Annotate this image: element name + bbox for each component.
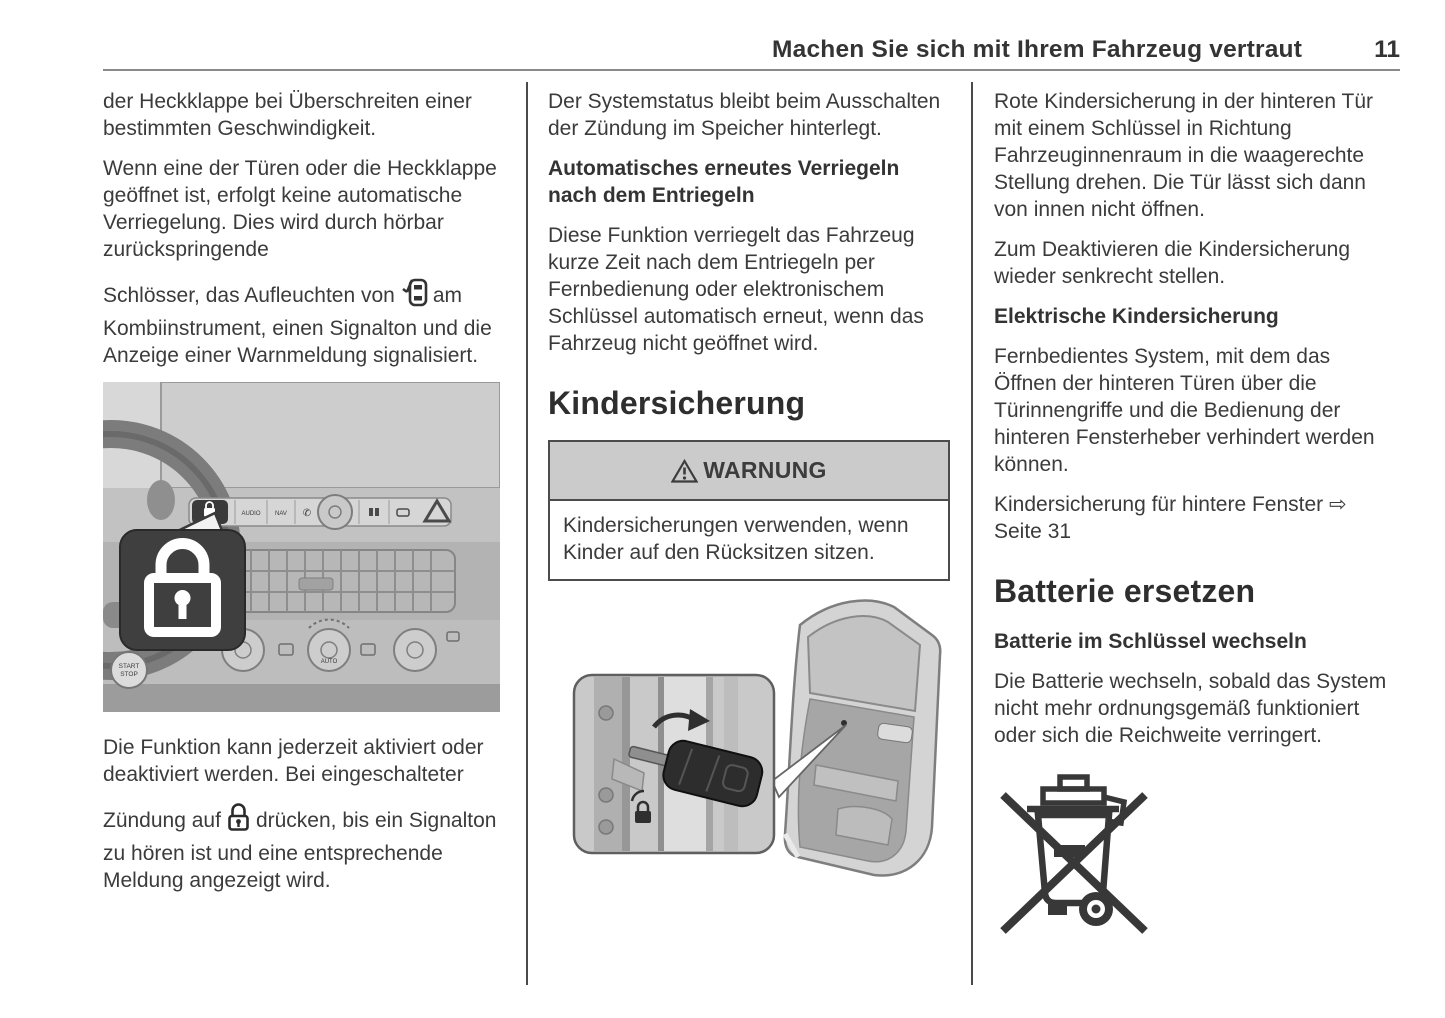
body-text: drücken, bis ein Signalton zu hören ist und eine entsprechende Meldung angezeigt wird. xyxy=(103,809,497,892)
svg-text:START: START xyxy=(118,663,140,670)
warning-box xyxy=(548,440,950,581)
paragraph xyxy=(103,155,500,263)
paragraph xyxy=(103,88,500,142)
paragraph xyxy=(548,222,950,357)
body-text: Die Batterie wechseln, sobald das System nicht mehr ordnungsgemäß funktioniert oder sich die Reichweite verringert. xyxy=(994,670,1387,747)
body-text: Schlösser, das Aufleuchten von xyxy=(103,284,395,307)
child-lock-figure xyxy=(548,595,950,920)
body-text: Diese Funktion verriegelt das Fahrzeug kurze Zeit nach dem Entriegeln per Fernbedienung oder elektronischem Schlüssel automatisch erneut, wenn das Fahrzeug nicht geöffnet wird. xyxy=(548,224,924,355)
paragraph xyxy=(994,236,1396,290)
page-reference xyxy=(994,491,1396,545)
body-text: Fernbedientes System, mit dem das Öffnen der hinteren Türen über die Türinnengriffe und die Bedienung der hinteren Fensterheber verhindert werden können. xyxy=(994,345,1375,476)
section-heading: Batterie ersetzen xyxy=(994,573,1256,609)
sub-heading: Automatisches erneutes Verriegeln nach dem Entriegeln xyxy=(548,157,900,207)
lock-icon xyxy=(225,801,252,840)
rear-door-illustration xyxy=(785,601,940,876)
door-ajar-icon xyxy=(399,276,429,315)
section-heading: Kindersicherung xyxy=(548,385,806,421)
sub-heading: Batterie im Schlüssel wechseln xyxy=(994,630,1307,653)
body-text: Wenn eine der Türen oder die Heckklappe geöffnet ist, erfolgt keine automatische Verriegelung. Dies wird durch hörbar zurückspringende xyxy=(103,157,497,261)
sub-heading: Elektrische Kindersicherung xyxy=(994,305,1279,328)
svg-text:NAV: NAV xyxy=(275,511,287,517)
column-3 xyxy=(994,88,1396,944)
body-text: Die Funktion kann jederzeit aktiviert oder deaktiviert werden. Bei eingeschalteter xyxy=(103,736,484,786)
body-text: Zündung auf xyxy=(103,809,221,832)
body-text: Rote Kindersicherung in der hinteren Tür mit einem Schlüssel in Richtung Fahrzeuginnenraum in die waagerechte Stellung drehen. Die Tür lässt sich dann von innen nicht öffnen. xyxy=(994,90,1373,221)
svg-text:STOP: STOP xyxy=(120,671,138,678)
body-text: Der Systemstatus bleibt beim Ausschalten der Zündung im Speicher hinterlegt. xyxy=(548,90,941,140)
body-text: Kindersicherung für hintere Fenster ⇨ Seite 31 xyxy=(994,493,1347,543)
paragraph xyxy=(103,734,500,788)
column-2 xyxy=(548,88,950,942)
lock-badge-icon xyxy=(120,530,245,650)
warning-triangle-icon xyxy=(671,458,698,484)
dashboard-figure xyxy=(103,382,500,712)
warning-title: WARNUNG xyxy=(703,457,827,483)
column-divider-right xyxy=(971,82,973,985)
weee-crossed-bin-icon xyxy=(998,769,1150,937)
body-text: am Kombiinstrument, einen Signalton und die Anzeige einer Warnmeldung signalisiert. xyxy=(103,284,492,367)
body-text: Zum Deaktivieren die Kindersicherung wieder senkrecht stellen. xyxy=(994,238,1351,288)
volume-knob xyxy=(318,495,352,529)
body-text: der Heckklappe bei Überschreiten einer bestimmten Geschwindigkeit. xyxy=(103,90,472,140)
column-divider-left xyxy=(526,82,528,985)
column-1 xyxy=(103,88,500,907)
start-stop-button xyxy=(111,652,147,688)
warning-box-header xyxy=(550,442,948,501)
paragraph xyxy=(994,343,1396,478)
phone-icon: ✆ xyxy=(302,508,312,519)
weee-symbol xyxy=(998,769,1396,944)
svg-text:AUTO: AUTO xyxy=(320,659,338,665)
chapter-title: Machen Sie sich mit Ihrem Fahrzeug vertraut xyxy=(772,36,1303,63)
paragraph xyxy=(994,668,1396,749)
child-lock-inset xyxy=(574,675,774,853)
page-number: 11 xyxy=(1374,36,1400,63)
svg-text:AUDIO: AUDIO xyxy=(241,511,261,517)
paragraph xyxy=(103,276,500,369)
page-header xyxy=(103,36,1400,64)
paragraph xyxy=(103,801,500,894)
header-rule xyxy=(103,69,1400,71)
paragraph xyxy=(994,88,1396,223)
warning-body: Kindersicherungen verwenden, wenn Kinder auf den Rücksitzen sitzen. xyxy=(563,514,909,564)
dashboard-button-strip xyxy=(189,495,451,529)
paragraph xyxy=(548,88,950,142)
